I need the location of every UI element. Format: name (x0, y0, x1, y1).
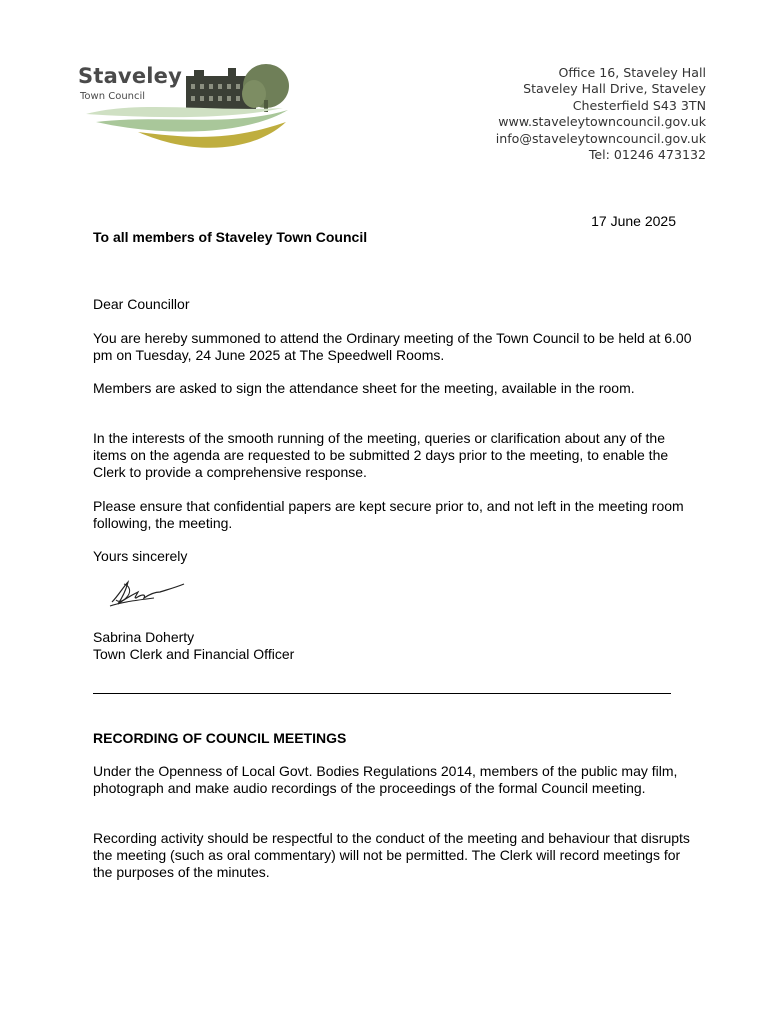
address-block (496, 65, 706, 163)
section-divider (93, 693, 671, 694)
website-link[interactable]: www.staveleytowncouncil.gov.uk (498, 114, 706, 130)
address-line: Chesterfield S43 3TN (572, 97, 706, 113)
address-line: Office 16, Staveley Hall (558, 65, 706, 80)
body-paragraph-attendance: Members are asked to sign the attendance sheet for the meeting, available in the room. (93, 380, 635, 396)
closing: Yours sincerely (93, 548, 188, 564)
signatory-title: Town Clerk and Financial Officer (93, 646, 295, 662)
phone-number: Tel: 01246 473132 (588, 147, 706, 163)
handwritten-signature (108, 576, 188, 610)
recording-paragraph-regulations: Under the Openness of Local Govt. Bodies Regulations 2014, members of the public may film, photograph and make audio recordings of the proceedings of the formal Council meeting. (93, 763, 678, 796)
council-logo (78, 62, 293, 162)
salutation: Dear Councillor (93, 296, 190, 312)
letter-date: 17 June 2025 (591, 213, 676, 229)
address-line: Staveley Hall Drive, Staveley (523, 81, 706, 97)
logo-subtitle: Town Council (80, 91, 146, 102)
signatory-name: Sabrina Doherty (93, 629, 195, 645)
email-link[interactable]: info@staveleytowncouncil.gov.uk (495, 130, 706, 146)
recipient-line: To all members of Staveley Town Council (93, 229, 368, 245)
recording-heading: RECORDING OF COUNCIL MEETINGS (93, 730, 347, 746)
logo-name: Staveley (78, 64, 182, 88)
recording-paragraph-conduct: Recording activity should be respectful to the conduct of the meeting and behaviour that disrupts the meeting (such as oral commentary) will not be permitted. The Clerk will record meetings for the purposes of the minutes. (93, 830, 690, 880)
body-paragraph-summons: You are hereby summoned to attend the Ordinary meeting of the Town Council to be held at 6.00 pm on Tuesday, 24 June 2025 at The Speedwell Rooms. (93, 330, 692, 363)
body-paragraph-confidential: Please ensure that confidential papers are kept secure prior to, and not left in the meeting room following, the meeting. (93, 498, 684, 531)
body-paragraph-queries: In the interests of the smooth running of the meeting, queries or clarification about any of the items on the agenda are requested to be submitted 2 days prior to the meeting, to enable the Clerk to provide a comprehensive response. (93, 430, 669, 480)
